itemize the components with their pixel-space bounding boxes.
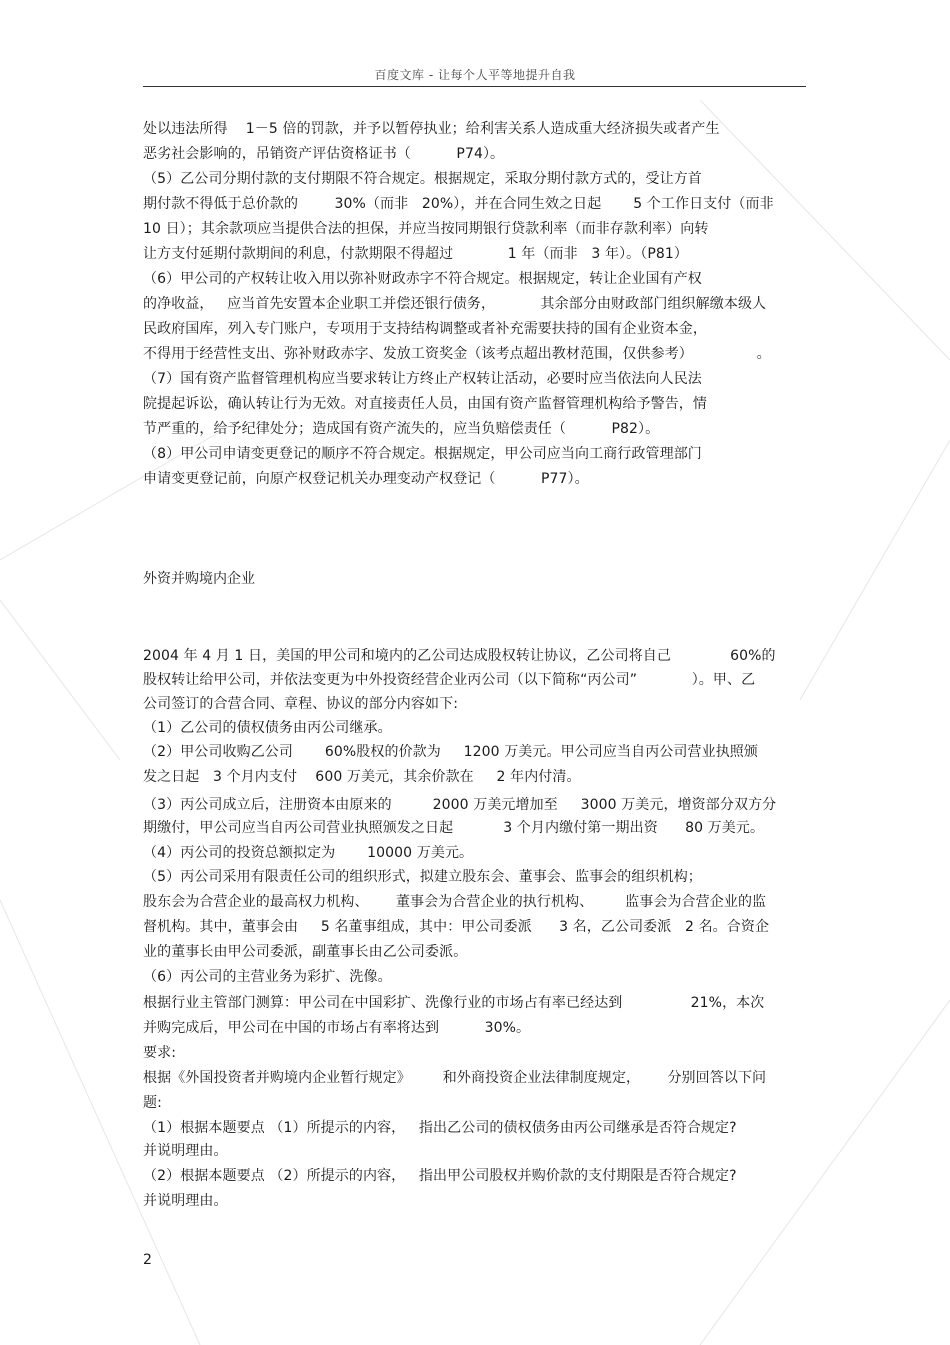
text-line: 并购完成后，甲公司在中国的市场占有率将达到 30%。: [143, 1020, 531, 1036]
text-line: 根据《外国投资者并购境内企业暂行规定》 和外商投资企业法律制度规定， 分别回答以下问: [143, 1070, 767, 1086]
text-line: 处以违法所得 1－5 倍的罚款，并予以暂停执业；给利害关系人造成重大经济损失或者产生: [143, 121, 720, 137]
text-line: 股权转让给甲公司，并依法变更为中外投资经营企业丙公司（以下简称“丙公司” ）。甲、乙: [143, 672, 756, 688]
text-line: 期付款不得低于总价款的 30%（而非 20%），并在合同生效之日起 5 个工作日支付（而非: [143, 196, 774, 212]
text-line: 10 日）；其余款项应当提供合法的担保，并应当按同期银行贷款利率（而非存款利率）向转: [143, 221, 709, 237]
text-line: 2004 年 4 月 1 日，美国的甲公司和境内的乙公司达成股权转让协议，乙公司将自己 60%的: [143, 648, 776, 664]
text-line: 并说明理由。: [143, 1143, 228, 1159]
text-line: （2）甲公司收购乙公司 60%股权的价款为 1200 万美元。甲公司应当自丙公司营业执照颁: [143, 744, 759, 760]
header-divider: [143, 86, 806, 87]
text-line: （8）甲公司申请变更登记的顺序不符合规定。根据规定，甲公司应当向工商行政管理部门: [143, 446, 702, 462]
text-line: （1）根据本题要点 （1）所提示的内容， 指出乙公司的债权债务由丙公司继承是否符合规定?: [143, 1120, 737, 1136]
text-line: 期缴付，甲公司应当自丙公司营业执照颁发之日起 3 个月内缴付第一期出资 80 万美元。: [143, 820, 765, 836]
page-header: 百度文库 - 让每个人平等地提升自我: [374, 68, 576, 82]
text-line: （3）丙公司成立后，注册资本由原来的 2000 万美元增加至 3000 万美元，增资部分双方分: [143, 797, 777, 813]
text-line: （5）乙公司分期付款的支付期限不符合规定。根据规定，采取分期付款方式的，受让方首: [143, 171, 702, 187]
text-line: 发之日起 3 个月内支付 600 万美元，其余价款在 2 年内付清。: [143, 769, 581, 785]
text-line: （1）乙公司的债权债务由丙公司继承。: [143, 720, 392, 736]
page-number: 2: [143, 1252, 152, 1268]
text-line: （6）甲公司的产权转让收入用以弥补财政赤字不符合规定。根据规定，转让企业国有产权: [143, 271, 702, 287]
section-title: 外资并购境内企业: [143, 571, 255, 587]
text-line: 节严重的，给予纪律处分；造成国有资产流失的，应当负赔偿责任（ P82）。: [143, 421, 660, 437]
text-line: 并说明理由。: [143, 1193, 228, 1209]
text-line: （6）丙公司的主营业务为彩扩、洗像。: [143, 969, 392, 985]
text-line: 恶劣社会影响的，吊销资产评估资格证书（ P74）。: [143, 146, 505, 162]
text-line: 让方支付延期付款期间的利息，付款期限不得超过 1 年（而非 3 年）。（P81）: [143, 246, 689, 262]
text-line: （4）丙公司的投资总额拟定为 10000 万美元。: [143, 845, 474, 861]
text-line: 督机构。其中，董事会由 5 名董事组成，其中：甲公司委派 3 名，乙公司委派 2 名。合资企: [143, 919, 770, 935]
text-line: 院提起诉讼，确认转让行为无效。对直接责任人员，由国有资产监督管理机构给予警告，情: [143, 396, 707, 412]
text-line: 业的董事长由甲公司委派，副董事长由乙公司委派。: [143, 944, 468, 960]
text-line: 民政府国库，列入专门账户，专项用于支持结构调整或者补充需要扶持的国有企业资本金，: [143, 321, 707, 337]
text-line: 申请变更登记前，向原产权登记机关办理变动产权登记（ P77）。: [143, 471, 589, 487]
text-line: （2）根据本题要点 （2）所提示的内容， 指出甲公司股权并购价款的支付期限是否符合规定?: [143, 1168, 737, 1184]
text-line: 要求:: [143, 1045, 177, 1061]
text-line: 题:: [143, 1095, 162, 1111]
text-line: 的净收益， 应当首先安置本企业职工并偿还银行债务， 其余部分由财政部门组织解缴本级人: [143, 296, 767, 312]
text-line: （5）丙公司采用有限责任公司的组织形式，拟建立股东会、董事会、监事会的组织机构；: [143, 869, 702, 885]
text-line: 根据行业主管部门测算：甲公司在中国彩扩、洗像行业的市场占有率已经达到 21%，本次: [143, 995, 765, 1011]
text-line: 股东会为合营企业的最高权力机构、 董事会为合营企业的执行机构、 监事会为合营企业的监: [143, 894, 767, 910]
text-line: 不得用于经营性支出、弥补财政赤字、发放工资奖金（该考点超出教材范围，仅供参考） 。: [143, 346, 771, 362]
text-line: （7）国有资产监督管理机构应当要求转让方终止产权转让活动，必要时应当依法向人民法: [143, 371, 702, 387]
text-line: 公司签订的合营合同、章程、协议的部分内容如下:: [143, 696, 459, 712]
